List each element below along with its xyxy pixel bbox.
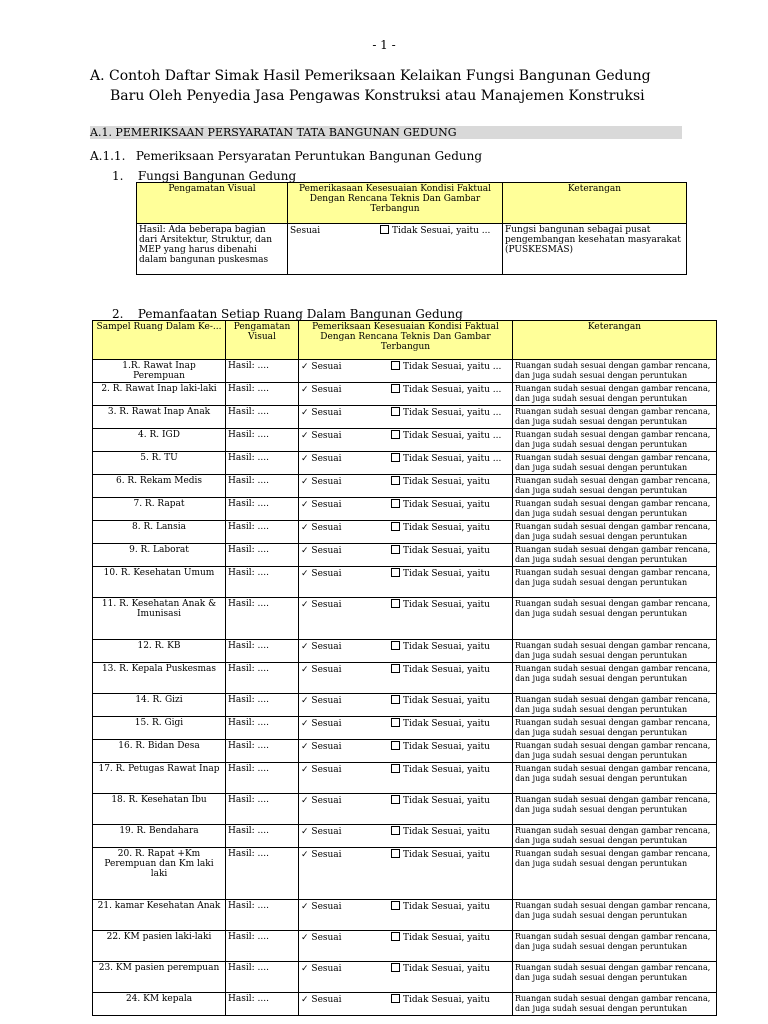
sesuai-option[interactable]: ✓ Sesuai bbox=[301, 454, 342, 464]
checkbox-icon[interactable] bbox=[391, 901, 400, 910]
sesuai-option[interactable]: ✓ Sesuai bbox=[301, 569, 342, 579]
table-row bbox=[93, 498, 717, 521]
sesuai-option[interactable]: ✓ Sesuai bbox=[301, 642, 342, 652]
tidak-sesuai-option[interactable]: Tidak Sesuai, yaitu bbox=[403, 546, 490, 556]
visual-cell: Hasil: .... bbox=[226, 383, 299, 406]
room-name-cell: 5. R. TU bbox=[93, 452, 226, 475]
tidak-sesuai-option[interactable]: Tidak Sesuai, yaitu bbox=[403, 902, 490, 912]
note-cell: Ruangan sudah sesuai dengan gambar rencana, dan juga sudah sesuai dengan peruntukan bbox=[513, 663, 717, 694]
checkbox-icon[interactable] bbox=[391, 932, 400, 941]
checkbox-icon[interactable] bbox=[391, 994, 400, 1003]
table-row bbox=[93, 993, 717, 1016]
header-keterangan: Keterangan bbox=[513, 321, 717, 360]
check-cell bbox=[299, 763, 513, 794]
item1-text: Fungsi Bangunan Gedung bbox=[137, 169, 297, 183]
note-cell: Ruangan sudah sesuai dengan gambar rencana, dan juga sudah sesuai dengan peruntukan bbox=[513, 544, 717, 567]
item2-number: 2. bbox=[112, 307, 124, 321]
check-cell bbox=[299, 694, 513, 717]
sesuai-option[interactable]: ✓ Sesuai bbox=[301, 902, 342, 912]
note-cell: Fungsi bangunan sebagai pusat pengembangan kesehatan masyarakat (PUSKESMAS) bbox=[503, 224, 687, 275]
tidak-sesuai-option[interactable]: Tidak Sesuai, yaitu bbox=[403, 500, 490, 510]
note-cell: Ruangan sudah sesuai dengan gambar rencana, dan juga sudah sesuai dengan peruntukan bbox=[513, 521, 717, 544]
sesuai-option[interactable]: ✓ Sesuai bbox=[301, 385, 342, 395]
table-row bbox=[93, 740, 717, 763]
table-row bbox=[93, 544, 717, 567]
checkbox-icon[interactable] bbox=[391, 641, 400, 650]
visual-cell: Hasil: .... bbox=[226, 598, 299, 640]
visual-cell: Hasil: .... bbox=[226, 848, 299, 900]
room-name-cell: 21. kamar Kesehatan Anak bbox=[93, 900, 226, 931]
visual-cell: Hasil: Ada beberapa bagian dari Arsitektur, Struktur, dan MEP yang harus dibenahi dalam bangunan puskesmas bbox=[137, 224, 288, 275]
checkbox-icon[interactable] bbox=[391, 599, 400, 608]
sesuai-option[interactable]: ✓ Sesuai bbox=[301, 408, 342, 418]
visual-cell: Hasil: .... bbox=[226, 694, 299, 717]
tidak-sesuai-option[interactable]: Tidak Sesuai, yaitu bbox=[403, 719, 490, 729]
header-pemeriksaan: Pemeriksaan Kesesuaian Kondisi Faktual Dengan Rencana Teknis Dan Gambar Terbangun bbox=[299, 321, 513, 360]
check-cell bbox=[299, 598, 513, 640]
tidak-sesuai-option[interactable]: Tidak Sesuai, yaitu ... bbox=[403, 408, 502, 418]
sesuai-option[interactable]: ✓ Sesuai bbox=[301, 431, 342, 441]
tidak-sesuai-option[interactable]: Tidak Sesuai, yaitu bbox=[403, 696, 490, 706]
subsection-text: Pemeriksaan Persyaratan Peruntukan Bangunan Gedung bbox=[135, 149, 483, 163]
tidak-sesuai-option[interactable]: Tidak Sesuai, yaitu bbox=[403, 477, 490, 487]
visual-cell: Hasil: .... bbox=[226, 993, 299, 1016]
item1-number: 1. bbox=[112, 169, 124, 183]
check-cell bbox=[299, 429, 513, 452]
visual-cell: Hasil: .... bbox=[226, 544, 299, 567]
visual-cell: Hasil: .... bbox=[226, 740, 299, 763]
visual-cell: Hasil: .... bbox=[226, 931, 299, 962]
checkbox-icon[interactable] bbox=[391, 407, 400, 416]
room-name-cell: 17. R. Petugas Rawat Inap bbox=[93, 763, 226, 794]
check-cell bbox=[299, 962, 513, 993]
room-name-cell: 16. R. Bidan Desa bbox=[93, 740, 226, 763]
sesuai-option[interactable]: Sesuai bbox=[290, 226, 321, 236]
page-number: - 1 - bbox=[372, 38, 396, 52]
sesuai-option[interactable]: ✓ Sesuai bbox=[301, 523, 342, 533]
header-pengamatan: Pengamatan Visual bbox=[137, 183, 288, 224]
check-cell bbox=[299, 740, 513, 763]
visual-cell: Hasil: .... bbox=[226, 360, 299, 383]
check-cell bbox=[299, 406, 513, 429]
table-row bbox=[93, 521, 717, 544]
sesuai-option[interactable]: ✓ Sesuai bbox=[301, 665, 342, 675]
checkbox-icon[interactable] bbox=[391, 361, 400, 370]
note-cell: Ruangan sudah sesuai dengan gambar rencana, dan juga sudah sesuai dengan peruntukan bbox=[513, 567, 717, 598]
item2-text: Pemanfaatan Setiap Ruang Dalam Bangunan Gedung bbox=[137, 307, 463, 321]
room-name-cell: 9. R. Laborat bbox=[93, 544, 226, 567]
tidak-sesuai-option[interactable]: Tidak Sesuai, yaitu bbox=[403, 742, 490, 752]
note-cell: Ruangan sudah sesuai dengan gambar rencana, dan juga sudah sesuai dengan peruntukan bbox=[513, 962, 717, 993]
tidak-sesuai-option[interactable]: Tidak Sesuai, yaitu bbox=[403, 995, 490, 1005]
visual-cell: Hasil: .... bbox=[226, 900, 299, 931]
checkbox-icon[interactable] bbox=[391, 795, 400, 804]
checkbox-icon[interactable] bbox=[391, 568, 400, 577]
check-cell bbox=[299, 794, 513, 825]
checkbox-icon[interactable] bbox=[380, 225, 389, 234]
sesuai-option[interactable]: ✓ Sesuai bbox=[301, 719, 342, 729]
sesuai-option[interactable]: ✓ Sesuai bbox=[301, 362, 342, 372]
check-cell bbox=[299, 993, 513, 1016]
table-row bbox=[93, 406, 717, 429]
room-name-cell: 20. R. Rapat +Km Perempuan dan Km laki laki bbox=[93, 848, 226, 900]
tidak-sesuai-option[interactable]: Tidak Sesuai, yaitu bbox=[403, 796, 490, 806]
checkbox-icon[interactable] bbox=[391, 430, 400, 439]
sesuai-option[interactable]: ✓ Sesuai bbox=[301, 500, 342, 510]
room-name-cell: 3. R. Rawat Inap Anak bbox=[93, 406, 226, 429]
table-header-row bbox=[93, 321, 717, 360]
sesuai-option[interactable]: ✓ Sesuai bbox=[301, 933, 342, 943]
sesuai-option[interactable]: ✓ Sesuai bbox=[301, 995, 342, 1005]
note-cell: Ruangan sudah sesuai dengan gambar rencana, dan juga sudah sesuai dengan peruntukan bbox=[513, 498, 717, 521]
checkbox-icon[interactable] bbox=[391, 718, 400, 727]
item2-title bbox=[112, 307, 463, 321]
table-row bbox=[93, 717, 717, 740]
table-row bbox=[93, 694, 717, 717]
checkbox-icon[interactable] bbox=[391, 545, 400, 554]
sesuai-option[interactable]: ✓ Sesuai bbox=[301, 827, 342, 837]
table-row bbox=[93, 825, 717, 848]
check-cell bbox=[299, 475, 513, 498]
sesuai-option[interactable]: ✓ Sesuai bbox=[301, 600, 342, 610]
visual-cell: Hasil: .... bbox=[226, 717, 299, 740]
note-cell: Ruangan sudah sesuai dengan gambar rencana, dan juga sudah sesuai dengan peruntukan bbox=[513, 475, 717, 498]
subsection-a11-title bbox=[90, 149, 482, 163]
check-cell bbox=[299, 640, 513, 663]
header-sampel-ruang: Sampel Ruang Dalam Ke-... bbox=[93, 321, 226, 360]
visual-cell: Hasil: .... bbox=[226, 663, 299, 694]
tidak-sesuai-option[interactable]: Tidak Sesuai, yaitu bbox=[403, 642, 490, 652]
table-row bbox=[93, 794, 717, 825]
tidak-sesuai-option[interactable]: Tidak Sesuai, yaitu bbox=[403, 827, 490, 837]
room-name-cell: 15. R. Gigi bbox=[93, 717, 226, 740]
table-row bbox=[93, 452, 717, 475]
room-name-cell: 19. R. Bendahara bbox=[93, 825, 226, 848]
room-name-cell: 11. R. Kesehatan Anak & Imunisasi bbox=[93, 598, 226, 640]
check-cell bbox=[299, 900, 513, 931]
check-cell bbox=[299, 717, 513, 740]
tidak-sesuai-option[interactable]: Tidak Sesuai, yaitu ... bbox=[403, 385, 502, 395]
visual-cell: Hasil: .... bbox=[226, 452, 299, 475]
table-row bbox=[93, 598, 717, 640]
room-name-cell: 22. KM pasien laki-laki bbox=[93, 931, 226, 962]
table-row bbox=[93, 429, 717, 452]
sesuai-option[interactable]: ✓ Sesuai bbox=[301, 850, 342, 860]
room-name-cell: 7. R. Rapat bbox=[93, 498, 226, 521]
checkbox-icon[interactable] bbox=[391, 384, 400, 393]
visual-cell: Hasil: .... bbox=[226, 475, 299, 498]
tidak-sesuai-option[interactable]: Tidak Sesuai, yaitu bbox=[403, 850, 490, 860]
visual-cell: Hasil: .... bbox=[226, 962, 299, 993]
table-row bbox=[137, 224, 687, 275]
room-name-cell: 23. KM pasien perempuan bbox=[93, 962, 226, 993]
header-keterangan: Keterangan bbox=[503, 183, 687, 224]
note-cell: Ruangan sudah sesuai dengan gambar rencana, dan juga sudah sesuai dengan peruntukan bbox=[513, 993, 717, 1016]
table-row bbox=[93, 848, 717, 900]
tidak-sesuai-option[interactable]: Tidak Sesuai, yaitu bbox=[403, 933, 490, 943]
checkbox-icon[interactable] bbox=[391, 826, 400, 835]
room-name-cell: 8. R. Lansia bbox=[93, 521, 226, 544]
tidak-sesuai-option[interactable]: Tidak Sesuai, yaitu bbox=[403, 665, 490, 675]
checkbox-icon[interactable] bbox=[391, 764, 400, 773]
checkbox-icon[interactable] bbox=[391, 453, 400, 462]
note-cell: Ruangan sudah sesuai dengan gambar rencana, dan juga sudah sesuai dengan peruntukan bbox=[513, 825, 717, 848]
tidak-sesuai-option[interactable]: Tidak Sesuai, yaitu bbox=[403, 523, 490, 533]
room-name-cell: 4. R. IGD bbox=[93, 429, 226, 452]
note-cell: Ruangan sudah sesuai dengan gambar rencana, dan juga sudah sesuai dengan peruntukan bbox=[513, 931, 717, 962]
note-cell: Ruangan sudah sesuai dengan gambar rencana, dan juga sudah sesuai dengan peruntukan bbox=[513, 694, 717, 717]
tidak-sesuai-option[interactable]: Tidak Sesuai, yaitu ... bbox=[403, 362, 502, 372]
sesuai-option[interactable]: ✓ Sesuai bbox=[301, 477, 342, 487]
ruang-table-body bbox=[93, 360, 717, 1016]
visual-cell: Hasil: .... bbox=[226, 640, 299, 663]
checkbox-icon[interactable] bbox=[391, 522, 400, 531]
room-name-cell: 10. R. Kesehatan Umum bbox=[93, 567, 226, 598]
check-cell bbox=[299, 567, 513, 598]
tidak-sesuai-option[interactable]: Tidak Sesuai, yaitu bbox=[403, 600, 490, 610]
sesuai-option[interactable]: ✓ Sesuai bbox=[301, 696, 342, 706]
note-cell: Ruangan sudah sesuai dengan gambar rencana, dan juga sudah sesuai dengan peruntukan bbox=[513, 598, 717, 640]
checkbox-icon[interactable] bbox=[391, 849, 400, 858]
heading-line-1: A. Contoh Daftar Simak Hasil Pemeriksaan Kelaikan Fungsi Bangunan Gedung bbox=[90, 68, 651, 84]
room-name-cell: 6. R. Rekam Medis bbox=[93, 475, 226, 498]
header-pengamatan: Pengamatan Visual bbox=[226, 321, 299, 360]
check-cell bbox=[288, 224, 503, 275]
table-header-row bbox=[137, 183, 687, 224]
checkbox-icon[interactable] bbox=[391, 499, 400, 508]
sesuai-option[interactable]: ✓ Sesuai bbox=[301, 796, 342, 806]
sesuai-option[interactable]: ✓ Sesuai bbox=[301, 765, 342, 775]
sesuai-option[interactable]: ✓ Sesuai bbox=[301, 964, 342, 974]
room-name-cell: 2. R. Rawat Inap laki-laki bbox=[93, 383, 226, 406]
note-cell: Ruangan sudah sesuai dengan gambar rencana, dan juga sudah sesuai dengan peruntukan bbox=[513, 640, 717, 663]
note-cell: Ruangan sudah sesuai dengan gambar rencana, dan juga sudah sesuai dengan peruntukan bbox=[513, 794, 717, 825]
note-cell: Ruangan sudah sesuai dengan gambar rencana, dan juga sudah sesuai dengan peruntukan bbox=[513, 717, 717, 740]
check-cell bbox=[299, 452, 513, 475]
tidak-sesuai-option[interactable]: Tidak Sesuai, yaitu ... bbox=[392, 226, 491, 236]
visual-cell: Hasil: .... bbox=[226, 794, 299, 825]
table-row bbox=[93, 640, 717, 663]
visual-cell: Hasil: .... bbox=[226, 406, 299, 429]
note-cell: Ruangan sudah sesuai dengan gambar rencana, dan juga sudah sesuai dengan peruntukan bbox=[513, 848, 717, 900]
check-cell bbox=[299, 521, 513, 544]
ruang-table bbox=[92, 320, 717, 1016]
tidak-sesuai-option[interactable]: Tidak Sesuai, yaitu ... bbox=[403, 454, 502, 464]
note-cell: Ruangan sudah sesuai dengan gambar rencana, dan juga sudah sesuai dengan peruntukan bbox=[513, 900, 717, 931]
tidak-sesuai-option[interactable]: Tidak Sesuai, yaitu bbox=[403, 964, 490, 974]
note-cell: Ruangan sudah sesuai dengan gambar rencana, dan juga sudah sesuai dengan peruntukan bbox=[513, 763, 717, 794]
tidak-sesuai-option[interactable]: Tidak Sesuai, yaitu bbox=[403, 765, 490, 775]
room-name-cell: 24. KM kepala bbox=[93, 993, 226, 1016]
table-row bbox=[93, 383, 717, 406]
section-a1-title: A.1. PEMERIKSAAN PERSYARATAN TATA BANGUNAN GEDUNG bbox=[90, 126, 682, 139]
visual-cell: Hasil: .... bbox=[226, 429, 299, 452]
note-cell: Ruangan sudah sesuai dengan gambar rencana, dan juga sudah sesuai dengan peruntukan bbox=[513, 740, 717, 763]
table-row bbox=[93, 763, 717, 794]
header-pemeriksaan: Pemerikasaan Kesesuaian Kondisi Faktual Dengan Rencana Teknis Dan Gambar Terbangun bbox=[288, 183, 503, 224]
item1-title bbox=[112, 169, 296, 183]
check-cell bbox=[299, 931, 513, 962]
note-cell: Ruangan sudah sesuai dengan gambar rencana, dan juga sudah sesuai dengan peruntukan bbox=[513, 360, 717, 383]
checkbox-icon[interactable] bbox=[391, 695, 400, 704]
check-cell bbox=[299, 663, 513, 694]
note-cell: Ruangan sudah sesuai dengan gambar rencana, dan juga sudah sesuai dengan peruntukan bbox=[513, 452, 717, 475]
check-cell bbox=[299, 848, 513, 900]
document-heading bbox=[90, 66, 651, 106]
sesuai-option[interactable]: ✓ Sesuai bbox=[301, 546, 342, 556]
table-row bbox=[93, 475, 717, 498]
table-row bbox=[93, 900, 717, 931]
table-row bbox=[93, 567, 717, 598]
heading-line-2: Baru Oleh Penyedia Jasa Pengawas Konstruksi atau Manajemen Konstruksi bbox=[110, 88, 645, 104]
check-cell bbox=[299, 825, 513, 848]
room-name-cell: 13. R. Kepala Puskesmas bbox=[93, 663, 226, 694]
check-cell bbox=[299, 544, 513, 567]
fungsi-bangunan-table bbox=[136, 182, 687, 275]
room-name-cell: 1.R. Rawat Inap Perempuan bbox=[93, 360, 226, 383]
check-cell bbox=[299, 498, 513, 521]
checkbox-icon[interactable] bbox=[391, 963, 400, 972]
visual-cell: Hasil: .... bbox=[226, 567, 299, 598]
note-cell: Ruangan sudah sesuai dengan gambar rencana, dan juga sudah sesuai dengan peruntukan bbox=[513, 383, 717, 406]
sesuai-option[interactable]: ✓ Sesuai bbox=[301, 742, 342, 752]
table-row bbox=[93, 663, 717, 694]
check-cell bbox=[299, 383, 513, 406]
tidak-sesuai-option[interactable]: Tidak Sesuai, yaitu ... bbox=[403, 431, 502, 441]
visual-cell: Hasil: .... bbox=[226, 763, 299, 794]
note-cell: Ruangan sudah sesuai dengan gambar rencana, dan juga sudah sesuai dengan peruntukan bbox=[513, 406, 717, 429]
check-cell bbox=[299, 360, 513, 383]
visual-cell: Hasil: .... bbox=[226, 825, 299, 848]
room-name-cell: 12. R. KB bbox=[93, 640, 226, 663]
checkbox-icon[interactable] bbox=[391, 741, 400, 750]
room-name-cell: 14. R. Gizi bbox=[93, 694, 226, 717]
tidak-sesuai-option[interactable]: Tidak Sesuai, yaitu bbox=[403, 569, 490, 579]
visual-cell: Hasil: .... bbox=[226, 521, 299, 544]
visual-cell: Hasil: .... bbox=[226, 498, 299, 521]
table-row bbox=[93, 962, 717, 993]
note-cell: Ruangan sudah sesuai dengan gambar rencana, dan juga sudah sesuai dengan peruntukan bbox=[513, 429, 717, 452]
subsection-label: A.1.1. bbox=[90, 149, 126, 163]
table-row bbox=[93, 360, 717, 383]
checkbox-icon[interactable] bbox=[391, 664, 400, 673]
room-name-cell: 18. R. Kesehatan Ibu bbox=[93, 794, 226, 825]
table-row bbox=[93, 931, 717, 962]
checkbox-icon[interactable] bbox=[391, 476, 400, 485]
